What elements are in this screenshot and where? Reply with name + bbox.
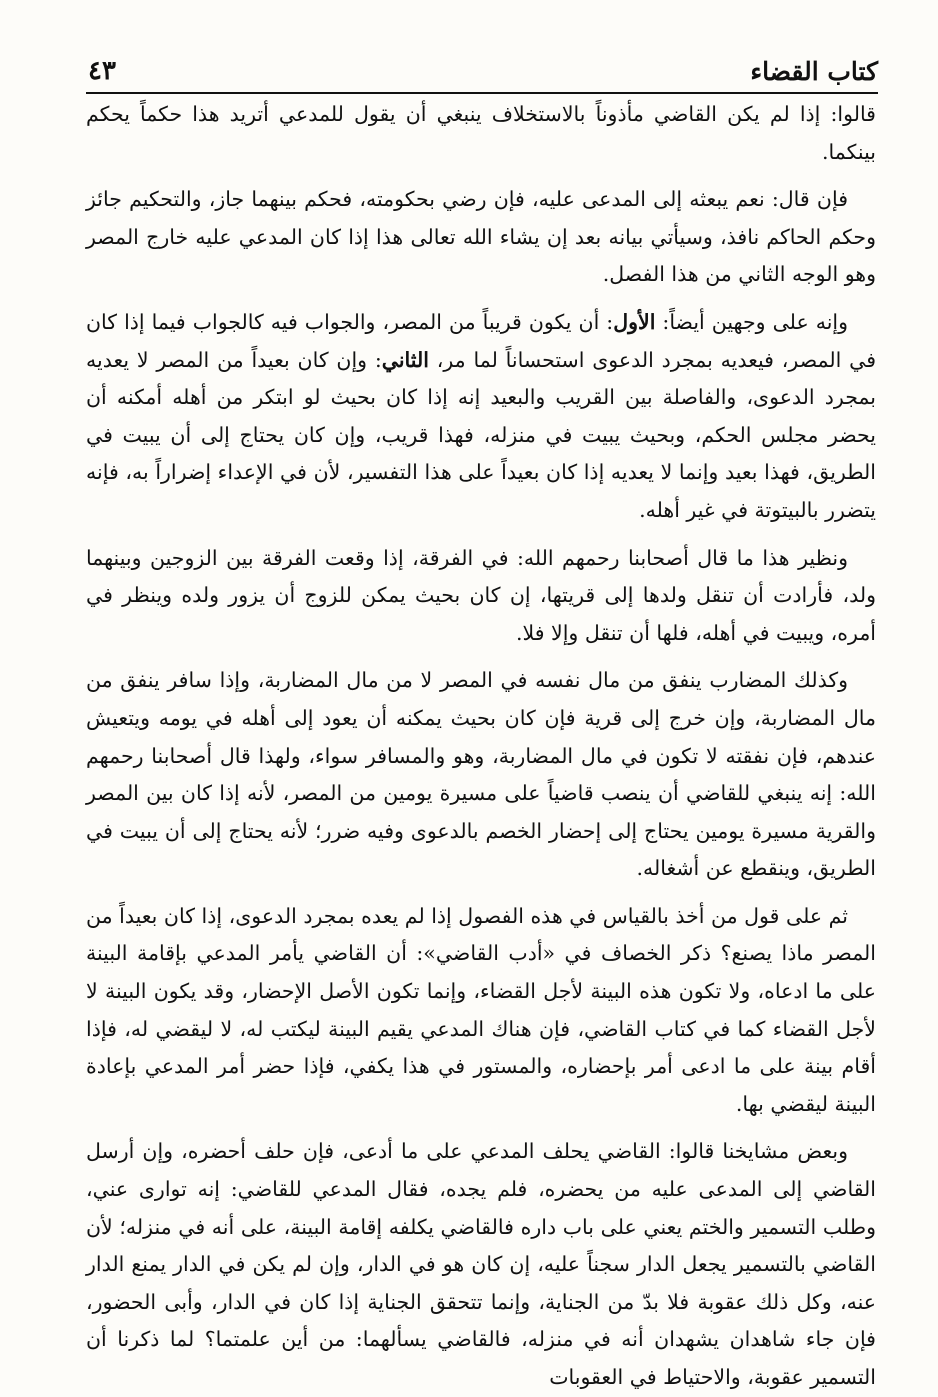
body-text xyxy=(86,96,877,1389)
running-header xyxy=(88,40,878,92)
paragraph xyxy=(86,96,876,171)
paragraph-text: وإنه على وجهين أيضاً: xyxy=(655,309,848,334)
header-rule xyxy=(86,92,878,94)
paragraph xyxy=(86,662,876,888)
paragraph xyxy=(86,1133,876,1396)
paragraph-text: قالوا: إذا لم يكن القاضي مأذوناً بالاستخلاف ينبغي أن يقول للمدعي أتريد هذا حكماً يحكم بينكما. xyxy=(86,102,876,164)
paragraph xyxy=(86,304,876,530)
book-title: كتاب القضاء xyxy=(750,57,878,86)
keyword-text: الأول xyxy=(613,309,656,334)
paragraph xyxy=(86,181,876,294)
page-number: ٤٣ xyxy=(88,56,116,86)
paragraph-text: : وإن كان بعيداً من المصر لا يعديه بمجرد الدعوى، والفاصلة بين القريب والبعيد إنه إذا كان بحيث لو ابتكر من أهله أمكنه أن يحضر مجلس الحكم، وبحيث يبيت في منزله، فهذا قريب، وإن كان يحتاج إلى أن يبيت في الطريق، فهذا بعيد وإنما لا يعديه إذا كان بعيداً على هذا التفسير، لأن في الإعداء إضراراً به، فإنه يتضرر بالبيتوتة في غير أهله. xyxy=(86,347,876,522)
paragraph-text: ثم على قول من أخذ بالقياس في هذه الفصول إذا لم يعده بمجرد الدعوى، إذا كان بعيداً من المصر ماذا يصنع؟ ذكر الخصاف في «أدب القاضي»: أن القاضي يأمر المدعي بإقامة البينة على ما ادعاه، ولا تكون هذه البينة لأجل القضاء، وإنما تكون الأصل الإحضار، وقد يكون البينة لا لأجل القضاء كما في كتاب القاضي، فإن هناك المدعي يقيم البينة ليكتب له، لا ليقضي له، فإذا أقام بينة على ما ادعى أمر بإحضاره، والمستور في هذا يكفي، فإذا حضر أمر المدعي بإعادة البينة ليقضي بها. xyxy=(86,903,876,1116)
paragraph xyxy=(86,540,876,653)
paragraph-text: وبعض مشايخنا قالوا: القاضي يحلف المدعي على ما أدعى، فإن حلف أحضره، وإن أرسل القاضي إلى المدعى عليه من يحضره، فلم يجده، فقال المدعي للقاضي: إنه توارى عني، وطلب التسمير والختم يعني على باب داره فالقاضي يكلفه إقامة البينة، على أنه في منزله؛ لأن القاضي بالتسمير يجعل الدار سجناً عليه، إن كان هو في الدار، وإن لم يكن في الدار يمنع الدار عنه، وكل ذلك عقوبة فلا بدّ من الجناية، وإنما تتحقق الجناية إذا كان في الدار، وأبى الحضور، فإن جاء شاهدان يشهدان أنه في منزله، فالقاضي يسألهما: من أين علمتما؟ لما ذكرنا أن التسمير عقوبة، والاحتياط في العقوبات xyxy=(86,1139,877,1389)
paragraph-text: وكذلك المضارب ينفق من مال نفسه في المصر لا من مال المضاربة، وإذا سافر ينفق من مال المضاربة، وإن خرج إلى قرية فإن كان بحيث يمكنه أن يعود إلى أهله في يومه ويتعيش عندهم، فإن نفقته لا تكون في مال المضاربة، وهو والمسافر سواء، ولهذا قال أصحابنا رحمهم الله: إنه ينبغي للقاضي أن ينصب قاضياً على مسيرة يومين من المصر، لأنه إذا كان بين المصر والقرية مسيرة يومين يحتاج إلى إحضار الخصم بالدعوى وفيه ضرر؛ لأنه يحتاج إلى أن يبيت في الطريق، وينقطع عن أشغاله. xyxy=(86,668,876,881)
paragraph-text: ونظير هذا ما قال أصحابنا رحمهم الله: في الفرقة، إذا وقعت الفرقة بين الزوجين وبينهما ولد، فأرادت أن تنقل ولدها إلى قريتها، إن كان بحيث يمكن للزوج أن يزور ولده وينظر في أمره، ويبيت في أهله، فلها أن تنقل وإلا فلا. xyxy=(86,545,876,645)
keyword-text: الثاني xyxy=(381,347,429,372)
paragraph xyxy=(86,898,876,1124)
paragraph-text: فإن قال: نعم يبعثه إلى المدعى عليه، فإن رضي بحكومته، فحكم بينهما جاز، والتحكيم جائز وحكم الحاكم نافذ، وسيأتي بيانه بعد إن يشاء الله تعالى هذا إذا كان المدعي عليه خارج المصر وهو الوجه الثاني من هذا الفصل. xyxy=(86,187,876,287)
paragraph-text: : أن يكون قريباً من المصر، والجواب فيه كالجواب فيما إذا كان في المصر، فيعديه بمجرد الدعوى استحساناً لما مر، xyxy=(86,309,876,372)
